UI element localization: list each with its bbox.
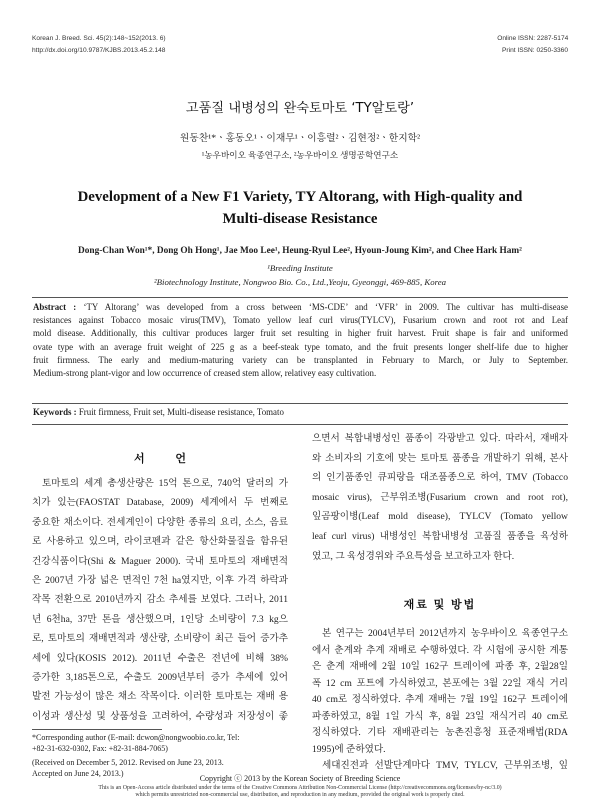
- intro-heading: 서 언: [133, 453, 200, 465]
- body-line: 세에 있다(KOSIS 2012). 2011년 수출은 전년에 비해 38%: [32, 652, 288, 664]
- english-title: [30, 186, 570, 230]
- license-line: which permits unrestricted non-commercial use, distribution, and reproduction in any medium, provided the original work is properly cited.: [135, 792, 465, 798]
- footnote-line: +82-31-632-0302, Fax: +82-31-884-7065): [32, 744, 168, 754]
- body-line: 치가 있는(FAOSTAT Database, 2009) 세계에서 두 번째로: [32, 497, 288, 509]
- body-line: 였고, 그 육성경위와 주요특성을 보고하고자 한다.: [312, 550, 515, 562]
- body-line: 세대진전과 선발단계마다 TMV, TYLCV, 근부위조병, 잎: [322, 760, 568, 771]
- keywords-text: Fruit firmness, Fruit set, Multi-disease resistance, Tomato: [78, 407, 284, 417]
- abstract-text: ‘TY Altorang’ was developed from a cross between ‘MS-CDE’ and ‘VFR’ in 2009. The cultivar has multi-disease: [83, 302, 568, 312]
- print-issn: Print ISSN: 0250-3360: [502, 46, 568, 54]
- abstract-line: [33, 301, 568, 314]
- keywords: [33, 406, 568, 419]
- body-line: 건강식품이다(Shi & Maguer 2000). 국내 토마토의 재배면적: [32, 555, 288, 567]
- body-line: 발전 가능성이 많은 채소 작목이다. 이러한 토마토는 재배 용: [32, 691, 288, 703]
- license-line: This is an Open-Access article distributed under the terms of the Creative Commons Attribution Non-Commercial License (http://creativecommons.org/licenses/by-nc/3.0): [98, 785, 502, 791]
- korean-authors: 원동찬¹*ㆍ홍동오¹ㆍ이재무¹ㆍ이흥렬²ㆍ김현정²ㆍ한지학²: [179, 133, 421, 144]
- abstract-line: ovate type with an average fruit weight of 225 g as a beef-steak type tomato, and the fruit presents longer shelf-life due to higher: [33, 341, 568, 352]
- body-line: 정식하였다. 기타 재배관리는 농촌진흥청 표준재배법(RDA: [312, 727, 568, 738]
- body-line: 와 소비자의 기호에 맞는 토마토 품종을 개발하기 위해, 본사: [312, 452, 568, 464]
- keywords-label: Keywords :: [33, 407, 77, 417]
- doi-text: http://dx.doi.org/10.9787/KJBS.2013.45.2.148: [32, 46, 166, 54]
- body-line: 으면서 복합내병성인 품종이 각광받고 있다. 따라서, 재배자: [312, 433, 568, 444]
- body-line: 로, 토마토의 재배면적과 생산량, 소비량이 최근 들어 증가추: [32, 633, 288, 645]
- footnote-line: Accepted on June 24, 2013.): [32, 769, 124, 779]
- body-line: 에서 춘계와 추계 재배로 수행하였다. 각 시험에 공시한 계통: [312, 644, 568, 656]
- body-line: 잎곰팡이병(Leaf mold disease), TYLCV (Tomato yellow: [312, 511, 568, 523]
- english-title-line: Multi-disease Resistance: [222, 211, 378, 227]
- body-line: 토마토의 세계 총생산량은 15억 톤으로, 740억 달러의 가: [42, 478, 288, 489]
- body-line: 40 cm로 정식하였다. 추계 재배는 7월 19일 162구 트레이에: [312, 694, 568, 705]
- body-line: 중요한 채소이다. 전세계인이 다양한 종류의 요리, 소스, 음료: [32, 516, 288, 528]
- abstract-line: Medium-strong plant-vigor and low occurrence of creased stem allow, relativey easy cultivation.: [33, 367, 377, 378]
- intro-body: [32, 474, 288, 726]
- corresponding-author-note: [32, 732, 288, 755]
- keywords-top-rule: [32, 403, 568, 404]
- body-line: 의 인기품종인 큐피랑을 대조품종으로 하여, TMV (Tobacco: [312, 472, 568, 484]
- english-title-line: Development of a New F1 Variety, TY Altorang, with High-quality and: [77, 189, 523, 205]
- page-header-left: [32, 33, 166, 56]
- body-line: 본 연구는 2004년부터 2012년까지 농우바이오 육종연구소: [322, 628, 568, 639]
- abstract-line: mold disease. Additionally, this cultivar produces larger fruit set resulting in higher fruit harvest. Fruit shape is fair and uniformed: [33, 328, 568, 339]
- keywords-bottom-rule: [32, 424, 568, 425]
- body-line: 작목 전환으로 2010년까지 감소 추세를 보였다. 그러나, 2011: [32, 594, 288, 606]
- korean-title: 고품질 내병성의 완숙토마토 ‘TY알토랑’: [185, 101, 415, 116]
- body-line: 은 춘계 재배에 2월 10일 162구 트레이에 파종 후, 2월28일: [312, 661, 568, 672]
- abstract-top-rule: [32, 297, 568, 298]
- page-header-right: [497, 33, 568, 56]
- abstract-label: Abstract :: [33, 302, 77, 312]
- body-line: 이성과 생산성 및 상품성을 고려하여, 수량성과 저장성이 좋: [32, 710, 288, 722]
- keywords-line: [33, 406, 568, 419]
- methods-heading: 재료 및 방법: [403, 599, 477, 611]
- body-line: 파종하였고, 8월 1일 가식 후, 8월 23일 재식거리 40 cm로: [312, 710, 568, 722]
- body-line: 폭 12 cm 포트에 가식하였고, 본포에는 3월 22일 재식 거리: [312, 677, 568, 689]
- english-authors: Dong-Chan Won¹*, Dong Oh Hong¹, Jae Moo Lee¹, Heung-Ryul Lee², Hyoun-Joung Kim², and Chee Hark Ham²: [78, 246, 522, 256]
- license-notice: [20, 785, 580, 799]
- body-line: mosaic virus), 근부위조병(Fusarium crown and root rot),: [312, 491, 568, 503]
- body-line: leaf curl virus) 내병성인 복합내병성 고품질 품종을 육성하: [312, 530, 568, 542]
- abstract-line: fruit firmness. The early and medium-maturing variety can be transplanted in February to March, or July to September.: [33, 354, 568, 365]
- journal-citation: Korean J. Breed. Sci. 45(2):148~152(2013. 6): [32, 35, 166, 42]
- body-line: 1995)에 준하였다.: [312, 743, 386, 755]
- body-line: 로 사용하고 있으며, 라이코펜과 같은 항산화물질을 함유된: [32, 536, 288, 548]
- online-issn: Online ISSN: 2287-5174: [496, 35, 568, 42]
- abstract: [33, 301, 568, 380]
- methods-body: [312, 626, 568, 775]
- english-affiliations: [20, 261, 580, 289]
- body-line: 년 6천ha, 37만 톤을 생산했으며, 1인당 소비량이 7.3 kg으: [32, 613, 288, 625]
- copyright-notice: Copyright ⓒ 2013 by the Korean Society of Breeding Science: [199, 774, 401, 783]
- body-line: 은 2007년 가장 넓은 면적인 7천 ha였지만, 이후 가격 하락과: [32, 574, 288, 586]
- abstract-line: resistances against Tobacco mosaic virus(TMV), Tomato yellow leaf curl virus(TYLCV), Fusarium crown and root rot and Leaf: [33, 315, 568, 326]
- english-affiliation-2: ²Biotechnology Institute, Nongwoo Bio. Co., Ltd.,Yeoju, Gyeonggi, 469-885, Korea: [153, 277, 447, 287]
- body-line: 증가한 3,185톤으로, 수출도 2009년부터 증가 추세에 있어: [32, 671, 288, 683]
- footnote-line: (Received on December 5, 2012. Revised on June 23, 2013.: [32, 758, 224, 767]
- footnote-rule: [32, 729, 162, 730]
- intro-body-continued: [312, 429, 568, 566]
- footnote-line: *Corresponding author (E-mail: dcwon@nongwoobio.co.kr, Tel:: [32, 733, 240, 742]
- korean-affiliations: ¹농우바이오 육종연구소, ²농우바이오 생명공학연구소: [201, 150, 399, 160]
- english-affiliation-1: ¹Breeding Institute: [267, 263, 333, 273]
